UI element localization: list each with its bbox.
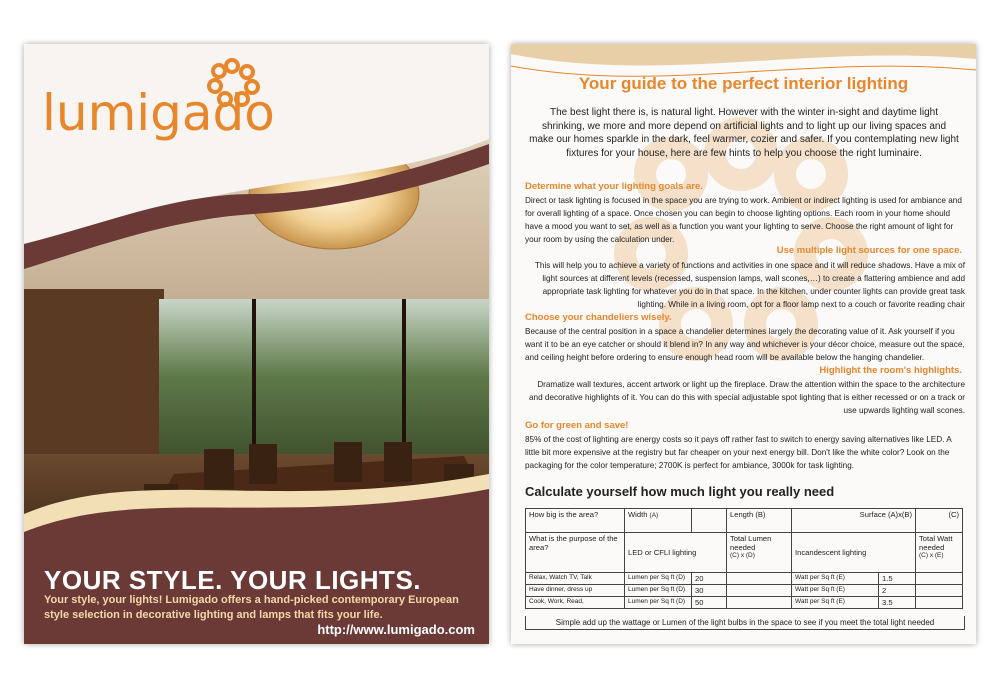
section-heading: Highlight the room's highlights. [819,365,962,376]
watt-value: 3.5 [879,597,916,609]
watt-label-cell: Watt per Sq ft (E) [792,585,879,597]
purpose-cell: Have dinner, dress up [526,585,625,597]
total-watt-input[interactable] [916,597,963,609]
total-lumen-input[interactable] [727,597,792,609]
led-label: LED or CFLI lighting [625,533,727,573]
table-note: Simple add up the wattage or Lumen of the light bulbs in the space to see if you meet the total light needed [525,616,965,630]
total-lumen-input[interactable] [727,573,792,585]
lumen-label-cell: Lumen per Sq ft (D) [625,573,692,585]
brochure-front-page [24,44,489,644]
table-row [526,585,963,597]
total-watt-input[interactable] [916,573,963,585]
intro-paragraph: The best light there is, is natural light. However with the winter in-sight and daytime light shrinking, we more and more depend on artificial lights and to light up our living spaces and make our homes sparkle in the dark, feel warmer, cozier and safer. If you contemplating new light fixtures for your house, here are few hints to help you choose the right luminaire. [529,107,959,159]
section-body: 85% of the cost of lighting are energy costs so it pays off rather fast to switch to energy saving alternatives like LED. A little bit more expensive at the registry but far cheaper on your next energy bill. Don't like the white color? Look on the packaging for the color temperature; 2700K is perfect for ambiance, 3000k for task lighting. [525,435,952,470]
watt-label-cell: Watt per Sq ft (E) [792,573,879,585]
lumen-value: 30 [692,585,727,597]
website-url[interactable]: http://www.lumigado.com [317,622,475,637]
tagline: Your style, your lights! Lumigado offers a hand-picked contemporary European style selection in decorative lighting and lamps that fits your life. [44,594,459,621]
incandescent-label: Incandescent lighting [792,533,916,573]
lumen-value: 50 [692,597,727,609]
table-row [526,597,963,609]
brochure-guide-page [511,44,976,644]
width-sub: (A) [649,512,659,519]
area-question: How big is the area? [526,509,625,533]
headline: YOUR STYLE. YOUR LIGHTS. [44,565,422,595]
watt-value: 2 [879,585,916,597]
table-row [526,573,963,585]
width-input[interactable] [692,509,727,533]
section-heading: Go for green and save! [525,420,629,431]
purpose-cell: Cook, Work, Read, [526,597,625,609]
section-heading: Choose your chandeliers wisely. [525,312,672,323]
total-lumen-input[interactable] [727,585,792,597]
surface-c-label: (C) [916,509,963,533]
total-lumen-formula: (C) x (D) [730,552,755,559]
watt-label-cell: Watt per Sq ft (E) [792,597,879,609]
total-watt-label: Total Watt needed [919,534,953,552]
watt-value: 1.5 [879,573,916,585]
section-body: This will help you to achieve a variety of functions and activities in one space and it will reduce shadows. Have a mix of light sources at different levels (recessed, suspension lamps, wall scones,…) to create a flattering ambience and add appropriate task lighting for whatever you do in that space. In the kitchen, under counter lights can provide great task lighting. While in a living room, opt for a floor lamp next to a couch or favorite reading chair [534,261,965,309]
section-heading: Determine what your lighting goals are. [525,181,703,192]
section-body: Because of the central position in a space a chandelier determines largely the decorating value of it. Ask yourself if you want it to be an eye catcher or should it blend in? In any way and whichever is your décor choice, measure out the space, and ceiling height before ordering to ensure enough head room will be available below the hanging chandelier. [525,327,965,362]
section-body: Dramatize wall textures, accent artwork or light up the fireplace. Draw the attention within the space to the architecture and decorative highlights of it. You can do this with special adjustable spot lighting that is either recessed or on a track or use upwards lighting wall scones. [528,380,965,415]
purpose-question: What is the purpose of the area? [526,533,625,573]
section-heading: Use multiple light sources for one space. [776,245,962,256]
lumen-value: 20 [692,573,727,585]
length-label: Length (B) [727,509,792,533]
lumen-label-cell: Lumen per Sq ft (D) [625,597,692,609]
total-watt-formula: (C) x (E) [919,552,944,559]
section-body: Direct or task lighting is focused in the space you are trying to work. Ambient or indirect lighting is used for ambiance and for overall lighting of a space. Once chosen you can begin to choose lighting options. Each room in your home should have a mood you want to set, as well as a function you want your lighting to serve. Choose the right amount of light for your room by using the calculation under. [525,196,962,244]
purpose-cell: Relax, Watch TV, Talk [526,573,625,585]
light-calculator-table [525,508,963,609]
calculator-title: Calculate yourself how much light you really need [525,484,835,499]
surface-label: Surface (A)x(B) [792,509,916,533]
total-lumen-label: Total Lumen needed [730,534,772,552]
brand-name: lumigado [42,84,275,142]
lumen-label-cell: Lumen per Sq ft (D) [625,585,692,597]
page-title: Your guide to the perfect interior lighting [578,74,909,93]
total-watt-input[interactable] [916,585,963,597]
width-label: Width [628,510,648,519]
